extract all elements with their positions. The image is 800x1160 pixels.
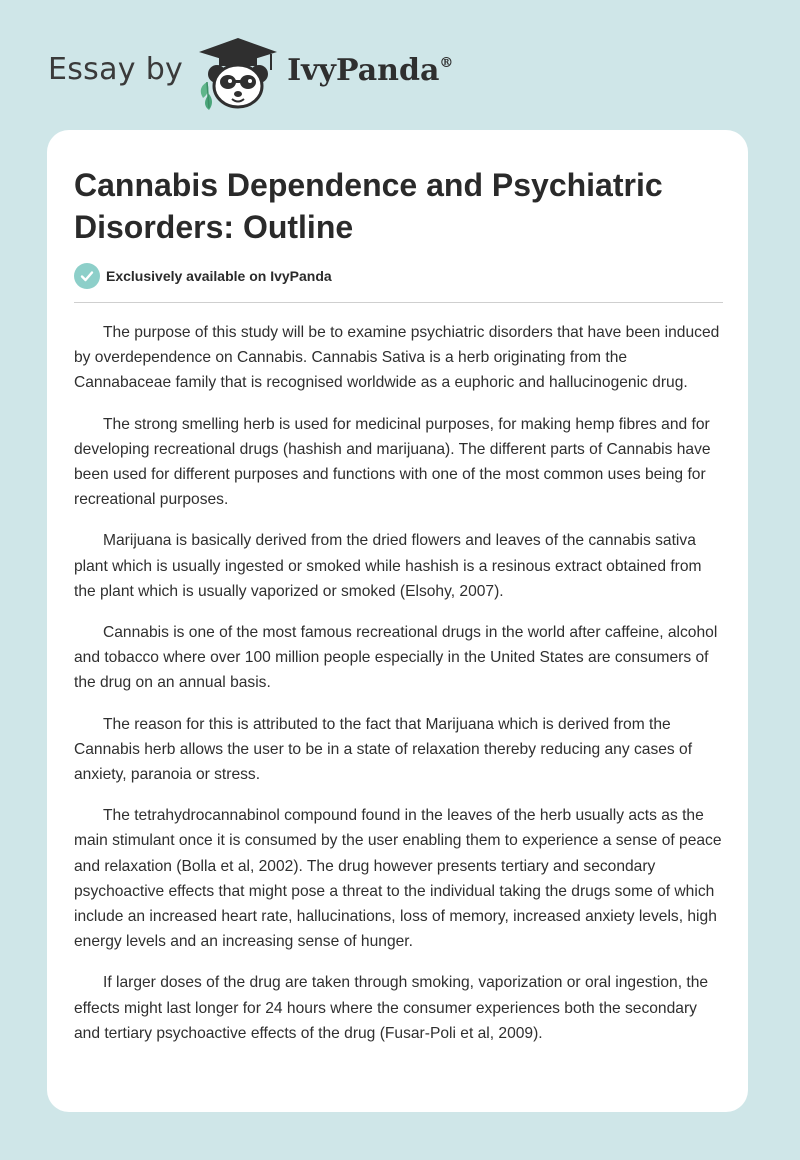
paragraph: The strong smelling herb is used for medicinal purposes, for making hemp fibres and for developing recreational drugs (hashish and marijuana). The different parts of Cannabis have been used for different purposes and functions with one of the most common uses being for recreational purposes. [74, 415, 711, 509]
brand-name[interactable]: IvyPanda® [287, 52, 454, 88]
site-header [48, 34, 453, 110]
essay-card [47, 130, 748, 1112]
paragraph: The tetrahydrocannabinol compound found in the leaves of the herb usually acts as the main stimulant once it is consumed by the user enabling them to experience a sense of peace and relaxation (Bolla et al, 2002). The drug however presents tertiary and secondary psychoactive effects that might pose a threat to the individual taking the drugs some of which include an increased heart rate, hallucinations, loss of memory, increased anxiety levels, high energy levels and an increasing sense of hunger. [74, 807, 722, 951]
exclusive-badge-label: Exclusively available on IvyPanda [106, 268, 332, 284]
paragraph: Marijuana is basically derived from the dried flowers and leaves of the cannabis sativa plant which is usually ingested or smoked while hashish is a resinous extract obtained from the plant which is usually vaporized or smoked (Elsohy, 2007). [74, 532, 702, 600]
page-title: Cannabis Dependence and Psychiatric Disorders: Outline [74, 167, 663, 245]
paragraph: The purpose of this study will be to examine psychiatric disorders that have been induced by overdependence on Cannabis. Cannabis Sativa is a herb originating from the Cannabaceae family that is recognised worldwide as a euphoric and hallucinogenic drug. [74, 324, 720, 392]
paragraph: Cannabis is one of the most famous recreational drugs in the world after caffeine, alcohol and tobacco where over 100 million people especially in the United States are consumers of the drug on an annual basis. [74, 624, 718, 692]
panda-logo-icon[interactable] [193, 34, 283, 110]
exclusive-badge [74, 263, 332, 289]
check-circle-icon [74, 263, 100, 289]
paragraph: The reason for this is attributed to the fact that Marijuana which is derived from the Cannabis herb allows the user to be in a state of relaxation thereby reducing any cases of anxiety, paranoia or stress. [74, 715, 693, 784]
essay-body [74, 320, 726, 1062]
essay-by-label: Essay by [48, 51, 184, 87]
paragraph: If larger doses of the drug are taken through smoking, vaporization or oral ingestion, the effects might last longer for 24 hours where the consumer experiences both the secondary and tertiary psychoactive effects of the drug (Fusar-Poli et al, 2009). [74, 974, 709, 1042]
divider [74, 302, 723, 303]
